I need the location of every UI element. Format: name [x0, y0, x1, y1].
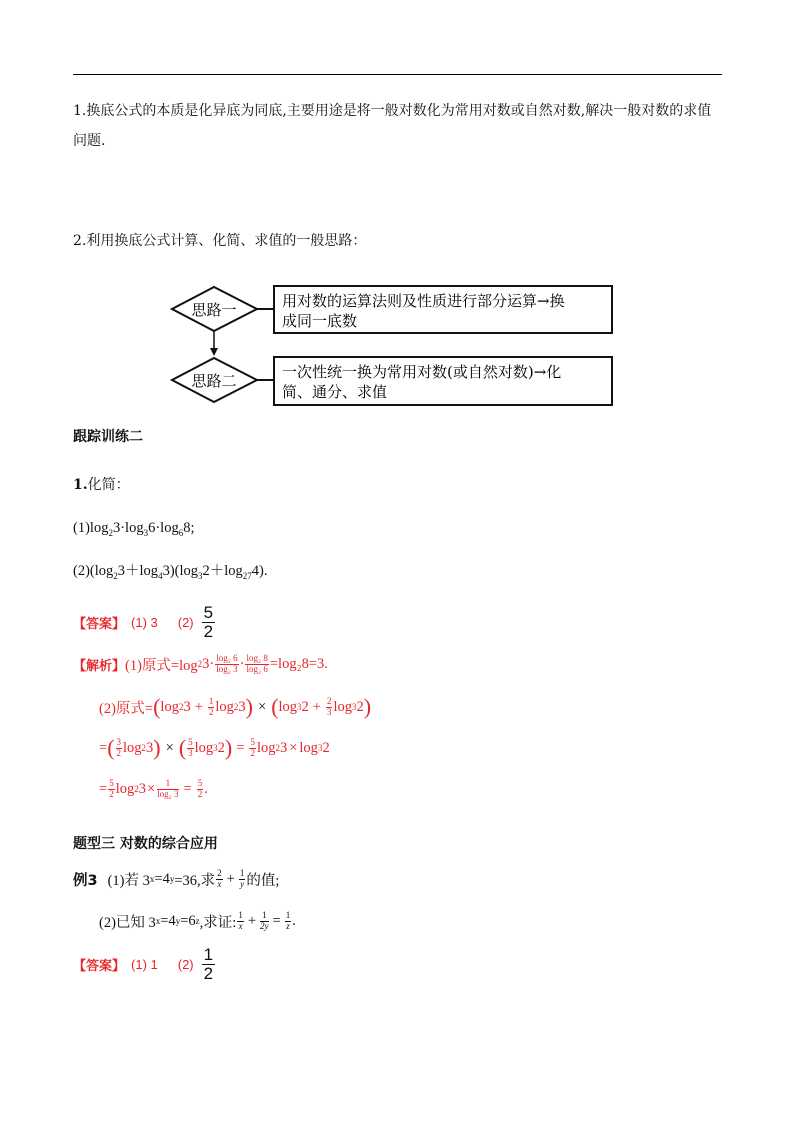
fraction-denominator: log₂ 6 [246, 663, 268, 674]
log-base: 6 [178, 527, 184, 538]
fraction [239, 869, 246, 889]
answer-part-2: (2) [177, 956, 194, 972]
example-text: =4 [154, 870, 170, 887]
log-fn: log [224, 563, 243, 579]
fraction [216, 869, 223, 889]
fraction-numerator: 2 [217, 868, 222, 879]
solution-line-1: 【解析】 (1)原式=log 2 3· $\frac{\text{log₂ 6}}{\text{log₂ 3}}$ · $\frac{\text{log₂ 8}}{\text{log₂ 6}}$ =log₂8=3. [73, 653, 328, 674]
fraction-denominator: 2 [197, 788, 203, 799]
answer-tag: 【答案】 [73, 958, 126, 974]
point-2: 2.利用换底公式计算、化简、求值的一般思路： [73, 233, 367, 249]
fraction-numerator: 1 [157, 779, 178, 789]
idea-2-label: 思路二 [191, 372, 237, 390]
equals-sign: = [272, 912, 281, 929]
log-base: 3 [198, 570, 203, 581]
log-fn: log [125, 520, 144, 536]
question-number: 1. [73, 477, 88, 493]
fraction-denominator: 2 [116, 747, 122, 758]
log-base: 27 [242, 570, 252, 581]
times-sign: × [289, 739, 298, 756]
fraction-denominator: 2 [250, 747, 255, 758]
equals-sign: = [183, 780, 192, 797]
flowchart [170, 280, 620, 410]
part-2-prefix: (2)( [73, 563, 95, 579]
type-3-heading: 题型三 对数的综合应用 [73, 836, 218, 852]
fraction [197, 779, 204, 799]
solution-line-2: (2)原式= ( log 2 3 + $\frac{1}{2}$ log 2 3 ) × ( log 3 2 + $\frac{2}{3}$ log 3 2 ) [99, 694, 372, 719]
fraction [157, 779, 178, 799]
log-fn: log [160, 520, 179, 536]
fraction-denominator: log₂ 3 [157, 788, 179, 799]
log-arg: 2 [301, 698, 309, 715]
example-text: ,求证: [199, 914, 237, 931]
question-part-1 [73, 513, 723, 543]
fraction-denominator: y [240, 878, 245, 889]
example-text: (2)已知 3 [99, 914, 156, 931]
plus-sign: + [194, 698, 203, 715]
plus-sign: + [312, 698, 321, 715]
solution-line-3: = ( $\frac{3}{2}$ log 2 3 ) × ( $\frac{5}{3}$ log 3 2 ) = $\frac{5}{2}$ log 2 3 × log 3 2 [99, 735, 330, 760]
example-text: 的值; [246, 872, 280, 889]
log-arg: 3 [146, 739, 154, 756]
fraction-numerator: 5 [197, 778, 203, 789]
fraction-numerator: 1 [285, 910, 291, 921]
log-base: 2 [113, 570, 118, 581]
period: . [292, 912, 296, 929]
fraction [285, 911, 292, 931]
example-label: 例3 [73, 872, 98, 889]
log-fn: log [115, 780, 135, 797]
log-fn: log [333, 698, 353, 715]
flow-arrow-head [210, 348, 218, 356]
times-sign: × [165, 739, 174, 756]
fraction-denominator: 3 [188, 747, 193, 758]
answer-fraction [202, 946, 215, 983]
log-fn: log [215, 698, 234, 715]
log-fn: log [160, 698, 179, 715]
fraction-denominator: z [286, 920, 290, 931]
solution-text: 3· [202, 655, 215, 672]
times-sign: × [258, 698, 267, 715]
point-1 [73, 96, 723, 156]
log-fn: log [299, 739, 318, 756]
solution-text: =log₂8=3. [269, 655, 328, 672]
log-arg: 3 [183, 698, 191, 715]
example-text: (1)若 3 [107, 872, 150, 889]
log-arg: 8; [183, 520, 195, 536]
fraction [245, 654, 268, 674]
fraction [260, 911, 269, 931]
fraction-numerator: 5 [188, 737, 193, 748]
idea-1-line-1: 用对数的运算法则及性质进行部分运算→换 [282, 292, 565, 310]
fraction-numerator: log₂ 8 [246, 653, 268, 664]
fraction-denominator: x [217, 878, 222, 889]
log-arg: 3＋ [117, 563, 140, 579]
log-base: 3 [143, 527, 149, 538]
log-arg: 3 [138, 780, 146, 797]
example-3-part-2: (2)已知 3 x =4 y =6 z ,求证: $\frac{1}{x}$ + $\frac{1}{2y}$ = $\frac{1}{z}$ . [99, 910, 296, 931]
log-arg: 2 [217, 739, 225, 756]
log-arg: 3)( [162, 563, 180, 579]
answer-part-1: (1) 1 [131, 956, 158, 972]
idea-2-line-1: 一次性统一换为常用对数(或自然对数)→化 [282, 363, 562, 381]
log-fn: log [179, 563, 199, 579]
fraction [208, 697, 215, 717]
log-fn: log [94, 563, 114, 579]
fraction [108, 779, 115, 799]
training-heading: 跟踪训练二 [73, 429, 143, 445]
example-text: =4 [160, 912, 176, 929]
answer-numerator: 1 [203, 944, 214, 964]
fraction-denominator: 2 [208, 706, 214, 717]
fraction-denominator: 2y [260, 920, 269, 931]
log-fn: log [256, 739, 276, 756]
fraction-numerator: 1 [239, 868, 245, 879]
idea-2-line-2: 简、通分、求值 [282, 383, 388, 401]
fraction-denominator: x [238, 920, 243, 931]
fraction [116, 738, 123, 758]
log-arg: 3· [112, 520, 126, 536]
fraction [326, 697, 333, 717]
point-1-line-2: 问题. [73, 133, 106, 149]
plus-sign: + [226, 870, 235, 887]
question-1 [73, 470, 723, 500]
log-arg: 3 [279, 739, 288, 756]
part-1-prefix: (1) [73, 520, 90, 536]
answer-numerator: 5 [203, 602, 214, 622]
log-fn: log [194, 739, 214, 756]
log-fn: log [89, 520, 109, 536]
solution-text: · [239, 655, 245, 672]
fraction-numerator: log₂ 6 [216, 653, 238, 664]
period: . [204, 780, 208, 797]
equals-sign: = [99, 780, 108, 797]
example-text: =6 [180, 912, 196, 929]
solution-tag: 【解析】 [73, 658, 126, 674]
log-arg: 6· [148, 520, 161, 536]
fraction-numerator: 5 [250, 737, 255, 748]
idea-1-label: 思路一 [191, 301, 237, 319]
fraction [215, 654, 238, 674]
answer-part-1: (1) 3 [131, 614, 158, 630]
equals-sign: = [236, 739, 245, 756]
solution-text: (1)原式=log [125, 657, 198, 674]
solution-line-4: = $\frac{5}{2}$ log 2 3 × $\frac{1}{\text{log₂ 3}}$ = $\frac{5}{2}$ . [99, 778, 208, 799]
log-arg: 2 [356, 698, 364, 715]
question-part-2 [73, 556, 723, 586]
fraction-numerator: 1 [208, 696, 214, 707]
times-sign: × [146, 780, 156, 797]
fraction [187, 738, 194, 758]
answer-tag: 【答案】 [73, 616, 126, 632]
answer-block-2 [73, 942, 216, 986]
fraction-numerator: 1 [238, 910, 243, 921]
log-base: 4 [158, 570, 163, 581]
idea-1-line-2: 成同一底数 [282, 312, 358, 330]
plus-sign: + [247, 912, 257, 929]
fraction-denominator: 2 [109, 788, 114, 799]
header-rule [73, 74, 722, 75]
answer-block-1 [73, 600, 216, 644]
log-fn: log [278, 698, 298, 715]
example-3-part-1: 例3 (1)若 3 x =4 y =36,求 $\frac{2}{x}$ + $\frac{1}{y}$ 的值; [73, 868, 280, 889]
log-arg: 4). [251, 563, 268, 579]
answer-denominator: 2 [203, 963, 214, 983]
fraction-numerator: 2 [326, 696, 332, 707]
log-fn: log [139, 563, 159, 579]
fraction [249, 738, 256, 758]
answer-denominator: 2 [203, 621, 214, 641]
log-arg: 3 [238, 698, 246, 715]
log-fn: log [123, 739, 142, 756]
log-base: 2 [108, 527, 113, 538]
fraction-numerator: 1 [262, 910, 267, 921]
fraction-denominator: log₂ 3 [216, 663, 238, 674]
example-text: =36,求 [174, 872, 216, 889]
log-arg: 2＋ [202, 563, 225, 579]
log-arg: 2 [322, 739, 330, 756]
fraction-denominator: 3 [326, 706, 332, 717]
equals-sign: = [99, 739, 108, 756]
fraction-numerator: 5 [109, 778, 114, 789]
answer-fraction [202, 604, 215, 641]
question-title: 化简： [87, 477, 130, 493]
fraction-numerator: 3 [116, 737, 122, 748]
solution-text: (2)原式= [99, 700, 154, 717]
point-1-line-1: 1.换底公式的本质是化异底为同底,主要用途是将一般对数化为常用对数或自然对数,解决一般对数的求值 [73, 103, 712, 119]
flowchart-svg [170, 280, 620, 410]
answer-part-2: (2) [177, 614, 194, 630]
fraction [237, 911, 244, 931]
